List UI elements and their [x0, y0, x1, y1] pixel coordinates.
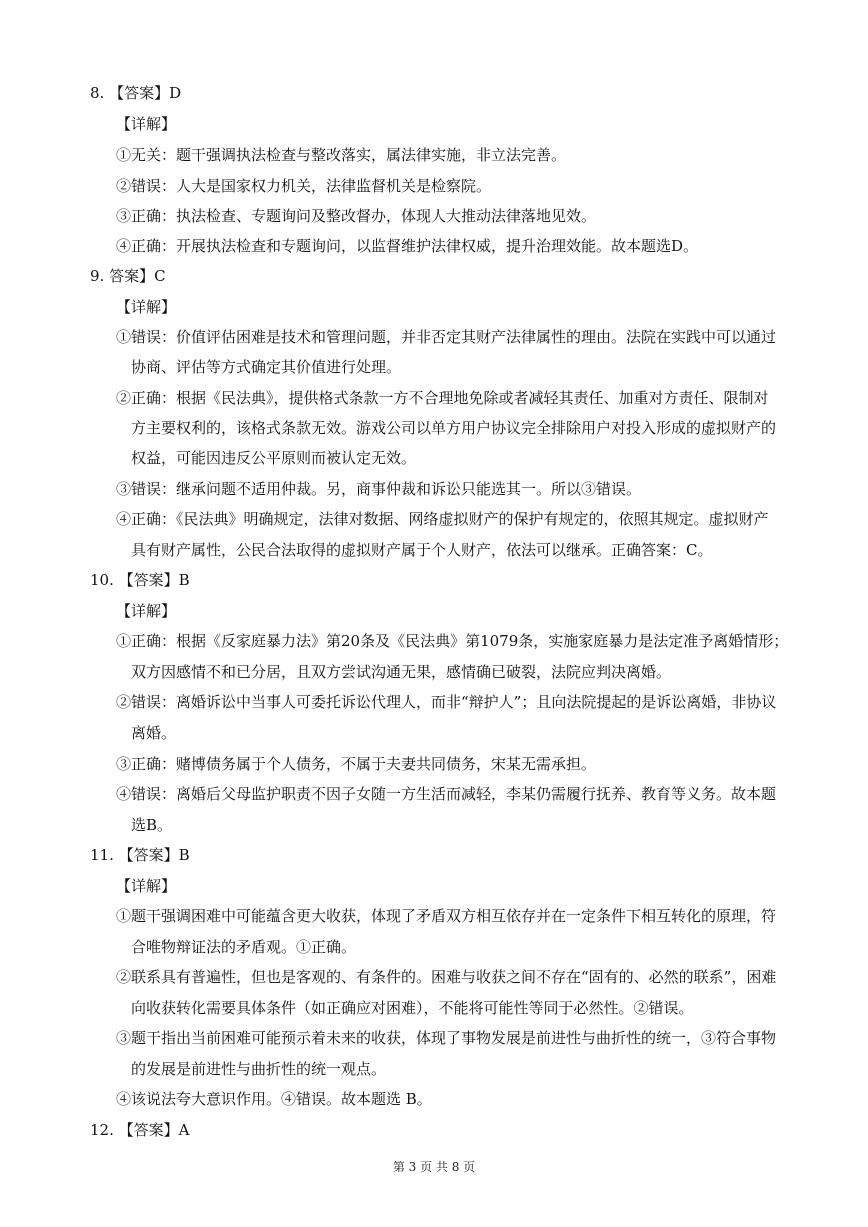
page-footer: 第 3 页 共 8 页	[392, 1160, 476, 1174]
question-11-option-2-cont: 向收获转化需要具体条件（如正确应对困难），不能将可能性等同于必然性。②错误。	[131, 999, 694, 1017]
question-9-option-2-cont: 方主要权利的，该格式条款无效。游戏公司以单方用户协议完全排除用户对投入形成的虚拟财产的	[131, 419, 777, 437]
question-10-option-4-cont: 选B。	[131, 816, 173, 834]
question-11-option-1-cont: 合唯物辩证法的矛盾观。①正确。	[131, 938, 357, 956]
question-10-answer: 10. 【答案】B	[90, 571, 190, 589]
question-10-option-1-cont: 双方因感情不和已分居，且双方尝试沟通无果，感情确已破裂，法院应判决离婚。	[131, 663, 672, 681]
question-10-option-2-cont: 离婚。	[131, 724, 177, 742]
question-11-option-3: ③题干指出当前困难可能预示着未来的收获，体现了事物发展是前进性与曲折性的统一，③符合事物	[116, 1029, 777, 1047]
question-8-option-4: ④正确：开展执法检查和专题询问，以监督维护法律权威，提升治理效能。故本题选D。	[116, 237, 699, 255]
question-11-option-4: ④该说法夸大意识作用。④错误。故本题选 B。	[116, 1090, 432, 1108]
question-8-option-2: ②错误：人大是国家权力机关，法律监督机关是检察院。	[116, 177, 492, 195]
question-9-detail-heading: 【详解】	[116, 298, 177, 316]
question-10-detail-heading: 【详解】	[116, 602, 177, 620]
question-9-option-1: ①错误：价值评估困难是技术和管理问题，并非否定其财产法律属性的理由。法院在实践中可以通过	[116, 328, 777, 346]
question-8-detail-heading: 【详解】	[116, 115, 177, 133]
question-9-option-4: ④正确：《民法典》明确规定，法律对数据、网络虚拟财产的保护有规定的，依照其规定。虚拟财产	[116, 510, 769, 528]
question-8-option-3: ③正确：执法检查、专题询问及整改督办，体现人大推动法律落地见效。	[116, 207, 597, 225]
question-10-option-4: ④错误：离婚后父母监护职责不因子女随一方生活而减轻，李某仍需履行抚养、教育等义务。故本题	[116, 785, 777, 803]
question-10-option-1: ①正确：根据《反家庭暴力法》第20条及《民法典》第1079条，实施家庭暴力是法定准予离婚情形；	[116, 632, 789, 650]
question-12-answer: 12. 【答案】A	[90, 1121, 190, 1139]
question-10-option-3: ③正确：赌博债务属于个人债务，不属于夫妻共同债务，宋某无需承担。	[116, 755, 597, 773]
question-9-option-3: ③错误：继承问题不适用仲裁。另，商事仲裁和诉讼只能选其一。所以③错误。	[116, 480, 642, 498]
question-9-option-1-cont: 协商、评估等方式确定其价值进行处理。	[131, 358, 402, 376]
question-11-option-3-cont: 的发展是前进性与曲折性的统一观点。	[131, 1060, 387, 1078]
question-9-option-2: ②正确：根据《民法典》，提供格式条款一方不合理地免除或者减轻其责任、加重对方责任、限制对	[116, 389, 769, 407]
question-9-option-4-cont: 具有财产属性，公民合法取得的虚拟财产属于个人财产，依法可以继承。正确答案：C。	[131, 541, 713, 559]
question-10-option-2: ②错误：离婚诉讼中当事人可委托诉讼代理人，而非“辩护人”；且向法院提起的是诉讼离婚，非协议	[116, 693, 777, 711]
question-11-option-1: ①题干强调困难中可能蕴含更大收获，体现了矛盾双方相互依存并在一定条件下相互转化的原理，符	[116, 907, 777, 925]
question-11-detail-heading: 【详解】	[116, 877, 177, 895]
question-11-option-2: ②联系具有普遍性，但也是客观的、有条件的。困难与收获之间不存在“固有的、必然的联系”，困难	[116, 968, 777, 986]
question-9-option-2-cont: 权益，可能因违反公平原则而被认定无效。	[131, 449, 417, 467]
question-8-answer: 8. 【答案】D	[90, 84, 182, 102]
question-11-answer: 11. 【答案】B	[90, 846, 190, 864]
question-8-option-1: ①无关：题干强调执法检查与整改落实，属法律实施，非立法完善。	[116, 146, 567, 164]
question-9-answer: 9. 答案】C	[90, 267, 166, 285]
